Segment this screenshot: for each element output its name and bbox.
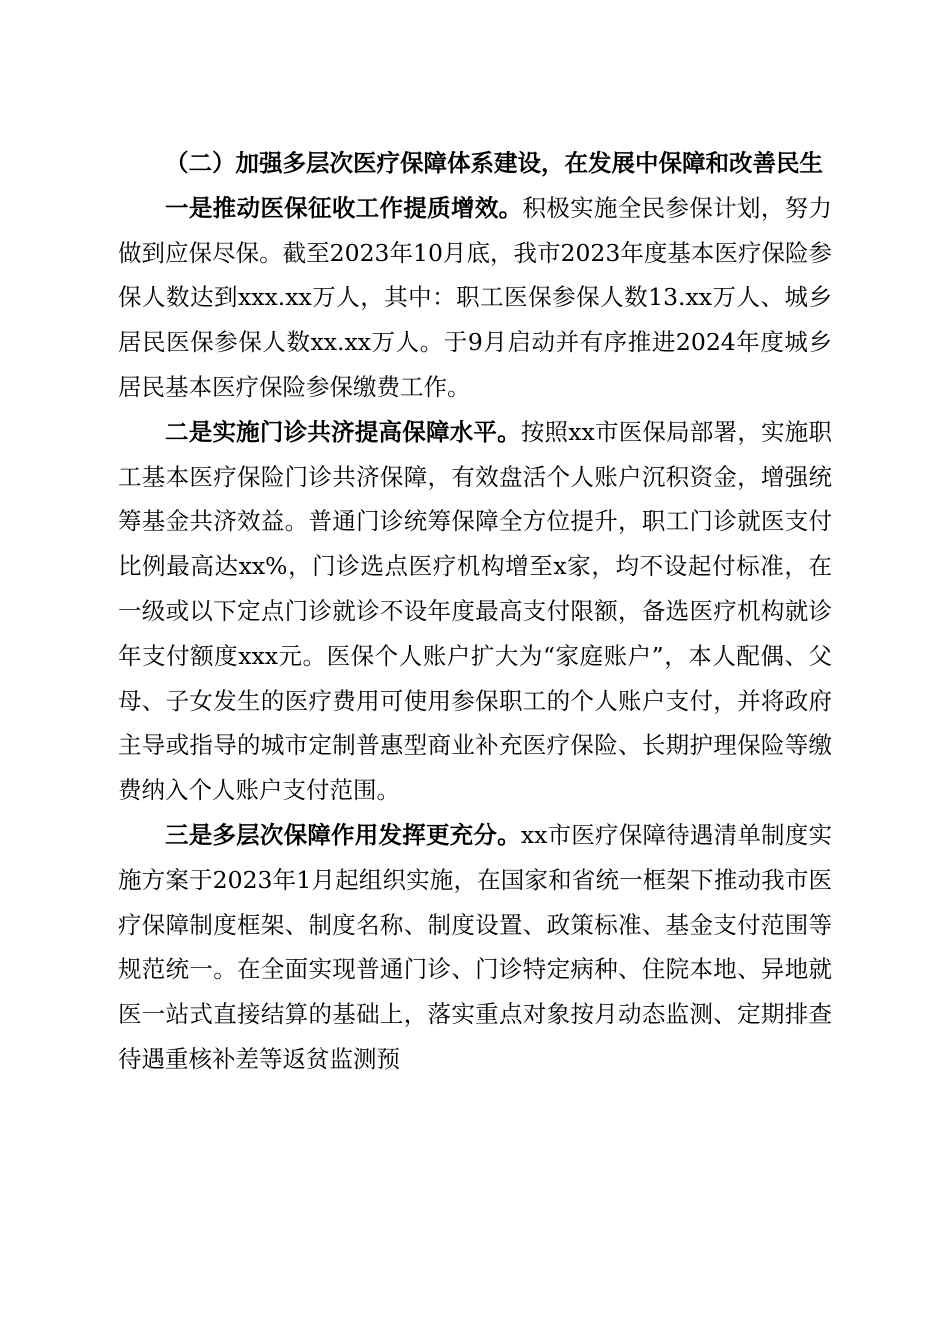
- paragraph-3: [118, 813, 832, 1082]
- paragraph-2-lead: 二是实施门诊共济提高保障水平。: [165, 417, 521, 446]
- paragraph-3-body: xx市医疗保障待遇清单制度实施方案于2023年1月起组织实施，在国家和省统一框架下推动我市医疗保障制度框架、制度名称、制度设置、政策标准、基金支付范围等规范统一。在全面实现普通门诊、门诊特定病种、住院本地、异地就医一站式直接结算的基础上，落实重点对象按月动态监测、定期排查待遇重核补差等返贫监测预: [118, 820, 832, 1073]
- paragraph-2: [118, 410, 832, 813]
- paragraph-2-body: 按照xx市医保局部署，实施职工基本医疗保险门诊共济保障，有效盘活个人账户沉积资金，增强统筹基金共济效益。普通门诊统筹保障全方位提升，职工门诊就医支付比例最高达xx%，门诊选点医疗机构增至x家，均不设起付标准，在一级或以下定点门诊就诊不设年度最高支付限额，备选医疗机构就诊年支付额度xxx元。医保个人账户扩大为“家庭账户”，本人配偶、父母、子女发生的医疗费用可使用参保职工的个人账户支付，并将政府主导或指导的城市定制普惠型商业补充医疗保险、长期护理保险等缴费纳入个人账户支付范围。: [118, 417, 832, 805]
- document-body: [118, 141, 832, 1082]
- section-heading: （二）加强多层次医疗保障体系建设，在发展中保障和改善民生: [165, 149, 823, 177]
- paragraph-1-lead: 一是推动医保征收工作提质增效。: [165, 193, 523, 222]
- paragraph-3-lead: 三是多层次保障作用发挥更充分。: [165, 820, 521, 849]
- paragraph-1: [118, 186, 832, 410]
- paragraph-1-body: 积极实施全民参保计划，努力做到应保尽保。截至2023年10月底，我市2023年度基本医疗保险参保人数达到xxx.xx万人，其中：职工医保参保人数13.xx万人、城乡居民医保参保人数xx.xx万人。于9月启动并有序推进2024年度城乡居民基本医疗保险参保缴费工作。: [118, 193, 832, 401]
